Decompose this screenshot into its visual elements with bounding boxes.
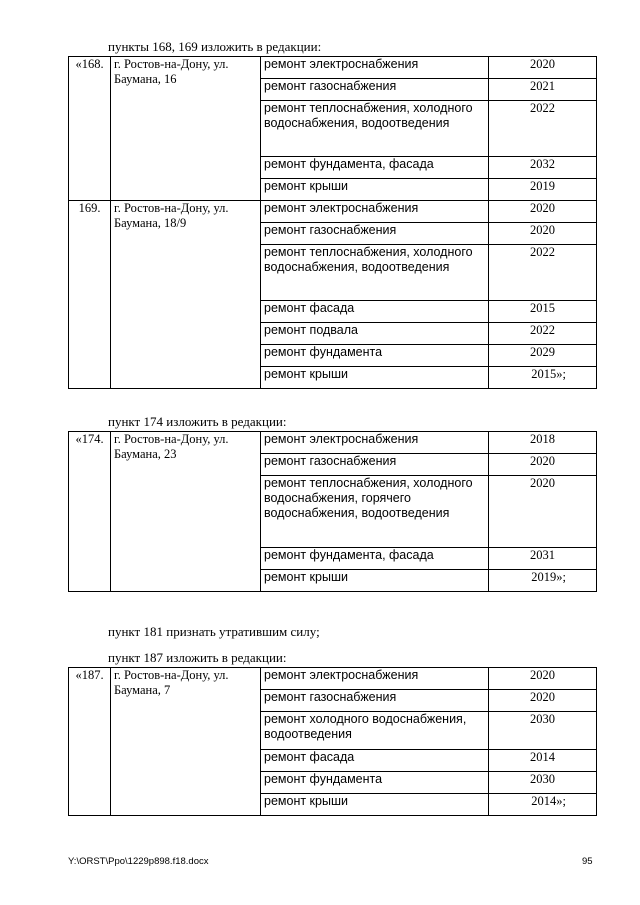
- entry-address: г. Ростов-на-Дону, ул. Баумана, 7: [111, 668, 261, 816]
- work-year: 2020: [489, 690, 597, 712]
- work-year: 2014: [489, 750, 597, 772]
- work-type: ремонт газоснабжения: [261, 79, 489, 101]
- work-type: ремонт газоснабжения: [261, 690, 489, 712]
- work-type: ремонт газоснабжения: [261, 223, 489, 245]
- work-type: ремонт фасада: [261, 750, 489, 772]
- work-year: 2020: [489, 57, 597, 79]
- entry-address: г. Ростов-на-Дону, ул. Баумана, 16: [111, 57, 261, 201]
- work-year: 2030: [489, 712, 597, 750]
- work-year: 2020: [489, 223, 597, 245]
- work-type: ремонт теплоснабжения, холодного водоснабжения, горячего водоснабжения, водоотведения: [261, 476, 489, 548]
- work-year: 2015»;: [489, 367, 597, 389]
- footer-file-path: Y:\ORST\Ppo\1229p898.f18.docx: [68, 856, 209, 867]
- work-type: ремонт крыши: [261, 179, 489, 201]
- work-year: 2030: [489, 772, 597, 794]
- work-type: ремонт электроснабжения: [261, 668, 489, 690]
- entry-number: «168.: [69, 57, 111, 201]
- work-year: 2018: [489, 432, 597, 454]
- register-table: [68, 667, 597, 816]
- work-year: 2014»;: [489, 794, 597, 816]
- work-type: ремонт крыши: [261, 570, 489, 592]
- work-year: 2022: [489, 245, 597, 301]
- work-year: 2031: [489, 548, 597, 570]
- work-year: 2022: [489, 101, 597, 157]
- section-intro: пункты 168, 169 изложить в редакции:: [108, 39, 322, 54]
- work-type: ремонт фундамента: [261, 772, 489, 794]
- work-year: 2029: [489, 345, 597, 367]
- entry-address: г. Ростов-на-Дону, ул. Баумана, 23: [111, 432, 261, 592]
- work-type: ремонт теплоснабжения, холодного водоснабжения, водоотведения: [261, 245, 489, 301]
- section-intro: пункт 181 признать утратившим силу;: [108, 624, 320, 639]
- work-year: 2015: [489, 301, 597, 323]
- work-type: ремонт электроснабжения: [261, 432, 489, 454]
- work-type: ремонт подвала: [261, 323, 489, 345]
- work-year: 2022: [489, 323, 597, 345]
- work-type: ремонт электроснабжения: [261, 57, 489, 79]
- work-year: 2020: [489, 454, 597, 476]
- work-type: ремонт электроснабжения: [261, 201, 489, 223]
- work-year: 2019: [489, 179, 597, 201]
- entry-number: «187.: [69, 668, 111, 816]
- work-year: 2020: [489, 201, 597, 223]
- work-type: ремонт фундамента, фасада: [261, 157, 489, 179]
- register-table: [68, 431, 597, 592]
- entry-address: г. Ростов-на-Дону, ул. Баумана, 18/9: [111, 201, 261, 389]
- work-year: 2019»;: [489, 570, 597, 592]
- work-year: 2032: [489, 157, 597, 179]
- section-intro: пункт 174 изложить в редакции:: [108, 414, 287, 429]
- work-type: ремонт фундамента, фасада: [261, 548, 489, 570]
- work-year: 2021: [489, 79, 597, 101]
- work-type: ремонт газоснабжения: [261, 454, 489, 476]
- work-year: 2020: [489, 476, 597, 548]
- work-year: 2020: [489, 668, 597, 690]
- work-type: ремонт фасада: [261, 301, 489, 323]
- entry-number: «174.: [69, 432, 111, 592]
- work-type: ремонт теплоснабжения, холодного водоснабжения, водоотведения: [261, 101, 489, 157]
- work-type: ремонт крыши: [261, 794, 489, 816]
- work-type: ремонт холодного водоснабжения, водоотведения: [261, 712, 489, 750]
- work-type: ремонт крыши: [261, 367, 489, 389]
- section-intro: пункт 187 изложить в редакции:: [108, 650, 287, 665]
- footer-page-number: 95: [582, 856, 593, 867]
- work-type: ремонт фундамента: [261, 345, 489, 367]
- register-table: [68, 56, 597, 389]
- entry-number: 169.: [69, 201, 111, 389]
